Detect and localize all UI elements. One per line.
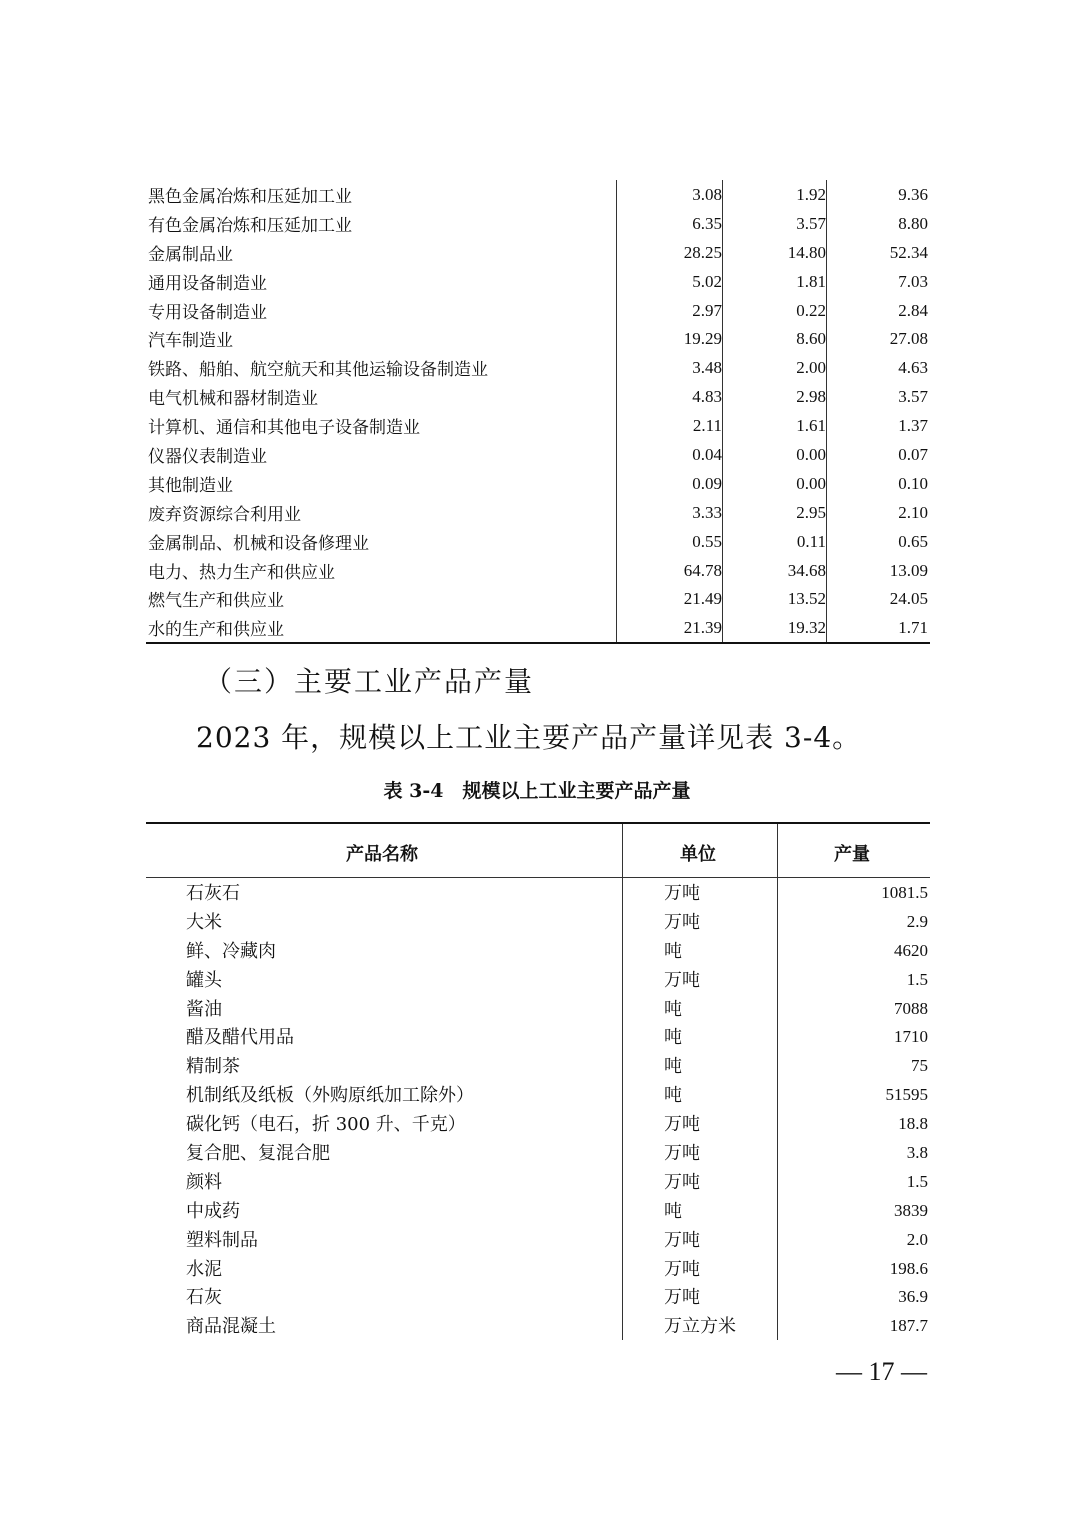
header-unit: 单位 [680,844,716,865]
product-table-rows [146,877,930,1339]
product-output-table [146,822,930,1339]
output-value: 75 [911,1056,928,1076]
product-name: 醋及醋代用品 [186,1027,294,1049]
table-row [146,1050,930,1079]
industry-name: 专用设备制造业 [148,302,267,323]
product-name: 石灰石 [186,883,240,904]
table-row [146,296,930,325]
table-row [146,1079,930,1108]
industry-name: 计算机、通信和其他电子设备制造业 [148,418,420,439]
product-name: 塑料制品 [186,1229,258,1251]
table-row [146,1108,930,1137]
output-value: 2.9 [906,911,928,931]
table-row [146,1253,930,1282]
value-cell: 0.65 [898,531,928,551]
product-name: 颜料 [186,1171,222,1193]
table-row [146,1195,930,1224]
value-cell: 21.49 [683,589,722,609]
table-row [146,935,930,964]
value-cell: 13.52 [787,589,826,609]
industry-name: 有色金属冶炼和压延加工业 [148,215,352,236]
product-name: 碳化钙（电石，折 300 升、千克） [186,1114,466,1136]
table-row [146,180,930,209]
table-row [146,1166,930,1195]
value-cell: 8.80 [898,213,928,233]
output-value: 7088 [894,998,928,1018]
unit-cell: 万吨 [664,969,700,991]
unit-cell: 吨 [664,940,682,962]
industry-name: 电气机械和器材制造业 [148,389,318,410]
value-cell: 24.05 [889,589,928,609]
table-row [146,613,930,642]
value-cell: 1.92 [796,185,826,204]
value-cell: 4.63 [898,358,928,378]
value-cell: 19.32 [787,618,826,638]
table-row [146,993,930,1022]
table-row [146,411,930,440]
unit-cell: 万吨 [664,911,700,933]
output-value: 198.6 [889,1258,928,1278]
product-name: 机制纸及纸板（外购原纸加工除外） [186,1085,474,1107]
value-cell: 2.97 [692,300,722,320]
table-row [146,1021,930,1050]
industry-name: 电力、热力生产和供应业 [148,562,335,583]
value-cell: 2.95 [796,502,826,522]
value-cell: 2.98 [796,387,826,407]
value-cell: 2.84 [898,300,928,320]
value-cell: 3.57 [898,387,928,407]
industry-table-rows [146,180,930,642]
product-name: 复合肥、复混合肥 [186,1143,330,1165]
product-name: 罐头 [186,969,222,991]
industry-name: 废弃资源综合利用业 [148,504,301,525]
product-name: 中成药 [186,1200,240,1222]
table-row [146,324,930,353]
unit-cell: 万吨 [664,1258,700,1280]
value-cell: 0.22 [796,300,826,320]
output-value: 3.8 [906,1143,928,1163]
table-row [146,964,930,993]
output-value: 4620 [894,940,928,960]
table-row [146,353,930,382]
output-value: 1.5 [906,1171,928,1191]
output-value: 1710 [894,1027,928,1047]
industry-name: 燃气生产和供应业 [148,591,284,612]
product-name: 大米 [186,911,222,933]
value-cell: 0.00 [796,473,826,493]
value-cell: 21.39 [683,618,722,638]
product-name: 酱油 [186,998,222,1020]
industry-name: 仪器仪表制造业 [148,447,267,468]
table-row [146,556,930,585]
industry-name: 汽车制造业 [148,331,233,352]
value-cell: 3.57 [796,213,826,233]
value-cell: 3.08 [692,185,722,204]
output-value: 1.5 [906,969,928,989]
output-value: 1081.5 [881,883,928,902]
value-cell: 0.55 [692,531,722,551]
value-cell: 6.35 [692,213,722,233]
industry-name: 黑色金属冶炼和压延加工业 [148,187,352,207]
output-value: 2.0 [906,1229,928,1249]
unit-cell: 万吨 [664,1114,700,1136]
value-cell: 28.25 [683,242,722,262]
unit-cell: 吨 [664,998,682,1020]
value-cell: 1.81 [796,271,826,291]
page-number: — 17 — [836,1357,927,1386]
unit-cell: 吨 [664,1027,682,1049]
value-cell: 3.33 [692,502,722,522]
value-cell: 0.09 [692,473,722,493]
value-cell: 2.00 [796,358,826,378]
table-row [146,1281,930,1310]
value-cell: 0.04 [692,445,722,465]
value-cell: 2.10 [898,502,928,522]
unit-cell: 万立方米 [664,1316,736,1338]
value-cell: 8.60 [796,329,826,349]
industry-table [146,180,930,642]
product-name: 商品混凝土 [186,1316,276,1338]
table-row [146,469,930,498]
value-cell: 0.10 [898,473,928,493]
table-row [146,382,930,411]
table-row [146,527,930,556]
table-row [146,906,930,935]
header-output: 产量 [834,844,870,865]
unit-cell: 万吨 [664,1287,700,1309]
value-cell: 0.07 [898,445,928,465]
intro-paragraph: 2023 年，规模以上工业主要产品产量详见表 3-4。 [196,721,862,754]
table-row [146,440,930,469]
value-cell: 4.83 [692,387,722,407]
unit-cell: 万吨 [664,1143,700,1165]
value-cell: 1.37 [898,416,928,436]
output-value: 51595 [885,1085,928,1105]
table-row [146,498,930,527]
product-name: 水泥 [186,1258,222,1280]
value-cell: 7.03 [898,271,928,291]
table-header-row [146,822,930,877]
value-cell: 1.71 [898,618,928,638]
output-value: 3839 [894,1200,928,1220]
table-row [146,238,930,267]
value-cell: 13.09 [889,560,928,580]
output-value: 187.7 [889,1316,928,1336]
value-cell: 52.34 [889,242,928,262]
unit-cell: 吨 [664,1200,682,1222]
table-row [146,1137,930,1166]
industry-name: 水的生产和供应业 [148,620,284,641]
product-name: 石灰 [186,1287,222,1309]
industry-name: 其他制造业 [148,475,233,496]
unit-cell: 万吨 [664,883,700,904]
unit-cell: 吨 [664,1085,682,1107]
section-heading: （三）主要工业产品产量 [204,665,535,698]
table-bottom-rule [146,642,930,644]
table-caption: 表 3-4 规模以上工业主要产品产量 [383,780,691,802]
industry-name: 铁路、船舶、航空航天和其他运输设备制造业 [148,360,488,381]
header-product-name: 产品名称 [346,844,418,865]
value-cell: 34.68 [787,560,826,580]
table-row [146,267,930,296]
industry-name: 金属制品业 [148,244,233,265]
unit-cell: 万吨 [664,1229,700,1251]
value-cell: 27.08 [889,329,928,349]
unit-cell: 吨 [664,1056,682,1078]
value-cell: 2.11 [692,416,722,436]
table-row [146,1224,930,1253]
industry-name: 通用设备制造业 [148,273,267,294]
output-value: 18.8 [898,1114,928,1134]
table-row [146,584,930,613]
table-row [146,877,930,906]
table-row [146,1310,930,1339]
value-cell: 1.61 [796,416,826,436]
value-cell: 3.48 [692,358,722,378]
industry-name: 金属制品、机械和设备修理业 [148,533,369,554]
product-name: 精制茶 [186,1056,240,1078]
product-name: 鲜、冷藏肉 [186,940,276,962]
output-value: 36.9 [898,1287,928,1307]
value-cell: 14.80 [787,242,826,262]
value-cell: 19.29 [683,329,722,349]
value-cell: 9.36 [898,185,928,204]
unit-cell: 万吨 [664,1171,700,1193]
table-row [146,209,930,238]
value-cell: 0.11 [796,531,826,551]
value-cell: 0.00 [796,445,826,465]
value-cell: 5.02 [692,271,722,291]
value-cell: 64.78 [683,560,722,580]
